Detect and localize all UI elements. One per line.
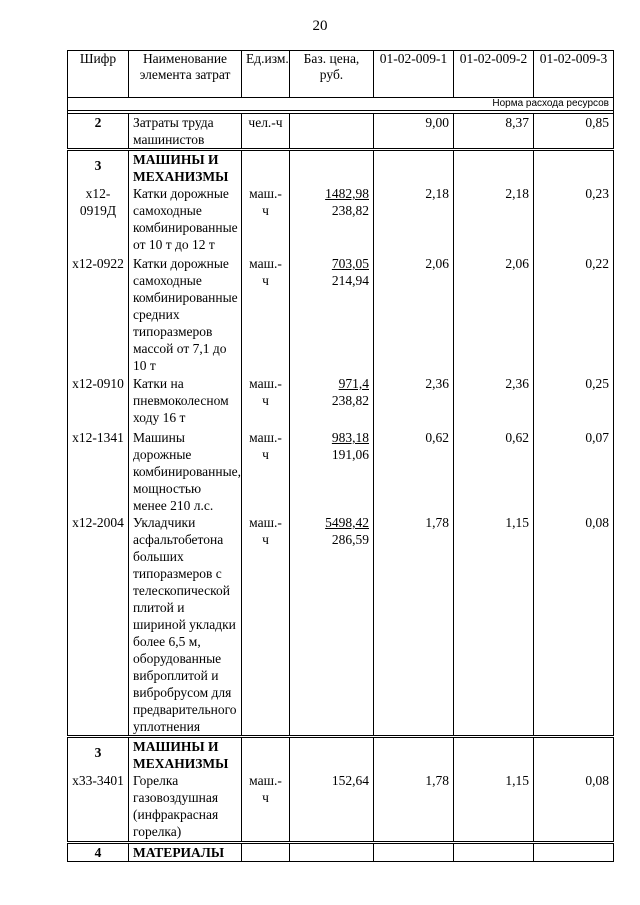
- row-name: Горелка газовоздушная (инфракрасная горелка): [129, 772, 242, 842]
- machines-section-row-2: [68, 737, 614, 773]
- row-v1: 2,18: [374, 185, 454, 255]
- row-price-secondary: 191,06: [331, 447, 369, 462]
- row-price: [290, 514, 374, 737]
- row-v2: 1,15: [454, 514, 534, 737]
- row-name: Укладчики асфальтобетона больших типоразмеров с телескопической плитой и шириной укладки более 6,5 м, оборудованные виброплитой и вибробрусом для предварительного уплотнения: [129, 514, 242, 737]
- row-v1: 0,62: [374, 429, 454, 514]
- row-v3: 0,08: [534, 772, 614, 842]
- row-price-secondary: 286,59: [331, 532, 369, 547]
- table-row: [68, 772, 614, 842]
- labor-price: [290, 114, 374, 150]
- row-v2: 0,62: [454, 429, 534, 514]
- row-price-secondary: 238,82: [331, 203, 369, 218]
- row-unit: маш.-ч: [242, 375, 290, 429]
- labor-code: 2: [68, 114, 129, 150]
- row-v2: 2,06: [454, 255, 534, 375]
- row-v1: 1,78: [374, 514, 454, 737]
- norm-label-row: [68, 98, 614, 111]
- row-name: Катки дорожные самоходные комбинированные от 10 т до 12 т: [129, 185, 242, 255]
- row-price: [290, 255, 374, 375]
- header-name: Наименование элемента затрат: [129, 51, 242, 98]
- labor-row: [68, 114, 614, 150]
- row-code: х33-3401: [68, 772, 129, 842]
- row-v2: 2,36: [454, 375, 534, 429]
- row-code: х12-0919Д: [68, 185, 129, 255]
- row-unit: маш.-ч: [242, 429, 290, 514]
- row-v3: 0,25: [534, 375, 614, 429]
- row-code: х12-1341: [68, 429, 129, 514]
- row-price-value: 703,05: [331, 256, 369, 271]
- machines-section-title: МАШИНЫ И МЕХАНИЗМЫ: [129, 150, 242, 186]
- row-price-value: 5498,42: [325, 515, 369, 530]
- table-row: [68, 514, 614, 737]
- row-v1: 1,78: [374, 772, 454, 842]
- row-price-value: 983,18: [331, 430, 369, 445]
- row-name: Катки на пневмоколесном ходу 16 т: [129, 375, 242, 429]
- labor-unit: чел.-ч: [242, 114, 290, 150]
- header-col3: 01-02-009-3: [534, 51, 614, 98]
- row-code: х12-0910: [68, 375, 129, 429]
- table-row: [68, 375, 614, 429]
- row-code: х12-2004: [68, 514, 129, 737]
- row-price: [290, 429, 374, 514]
- resource-norm-table: [67, 50, 614, 862]
- labor-v1: 9,00: [374, 114, 454, 150]
- row-price-value: 1482,98: [325, 186, 369, 201]
- row-code: х12-0922: [68, 255, 129, 375]
- header-col1: 01-02-009-1: [374, 51, 454, 98]
- row-price: [290, 185, 374, 255]
- row-name: Машины дорожные комбинированные, мощностью менее 210 л.с.: [129, 429, 242, 514]
- row-v2: 2,18: [454, 185, 534, 255]
- row-v3: 0,23: [534, 185, 614, 255]
- table-header-row: [68, 51, 614, 98]
- row-v2: 1,15: [454, 772, 534, 842]
- machines-section-title: МАШИНЫ И МЕХАНИЗМЫ: [129, 737, 242, 773]
- labor-v3: 0,85: [534, 114, 614, 150]
- labor-name: Затраты труда машинистов: [129, 114, 242, 150]
- table-row: [68, 255, 614, 375]
- machines-section-code: 3: [68, 150, 129, 186]
- header-price: Баз. цена, руб.: [290, 51, 374, 98]
- machines-section-code: 3: [68, 737, 129, 773]
- table-row: [68, 429, 614, 514]
- row-v3: 0,08: [534, 514, 614, 737]
- row-price: [290, 375, 374, 429]
- row-unit: маш.-ч: [242, 772, 290, 842]
- materials-section-title: МАТЕРИАЛЫ: [129, 842, 242, 861]
- header-unit: Ед.изм.: [242, 51, 290, 98]
- row-v3: 0,22: [534, 255, 614, 375]
- row-price: 152,64: [290, 772, 374, 842]
- header-code: Шифр: [68, 51, 129, 98]
- materials-section-code: 4: [68, 842, 129, 861]
- table-row: [68, 185, 614, 255]
- row-name: Катки дорожные самоходные комбинированные средних типоразмеров массой от 7,1 до 10 т: [129, 255, 242, 375]
- materials-section-row: [68, 842, 614, 861]
- row-price-secondary: 238,82: [331, 393, 369, 408]
- page-number: 20: [312, 18, 328, 34]
- labor-v2: 8,37: [454, 114, 534, 150]
- row-price-value: 971,4: [338, 376, 369, 391]
- row-unit: маш.-ч: [242, 255, 290, 375]
- machines-section-row: [68, 150, 614, 186]
- row-price-secondary: 214,94: [331, 273, 369, 288]
- header-col2: 01-02-009-2: [454, 51, 534, 98]
- row-unit: маш.-ч: [242, 185, 290, 255]
- norm-label: Норма расхода ресурсов: [68, 98, 614, 111]
- row-v1: 2,36: [374, 375, 454, 429]
- row-unit: маш.-ч: [242, 514, 290, 737]
- row-v3: 0,07: [534, 429, 614, 514]
- row-v1: 2,06: [374, 255, 454, 375]
